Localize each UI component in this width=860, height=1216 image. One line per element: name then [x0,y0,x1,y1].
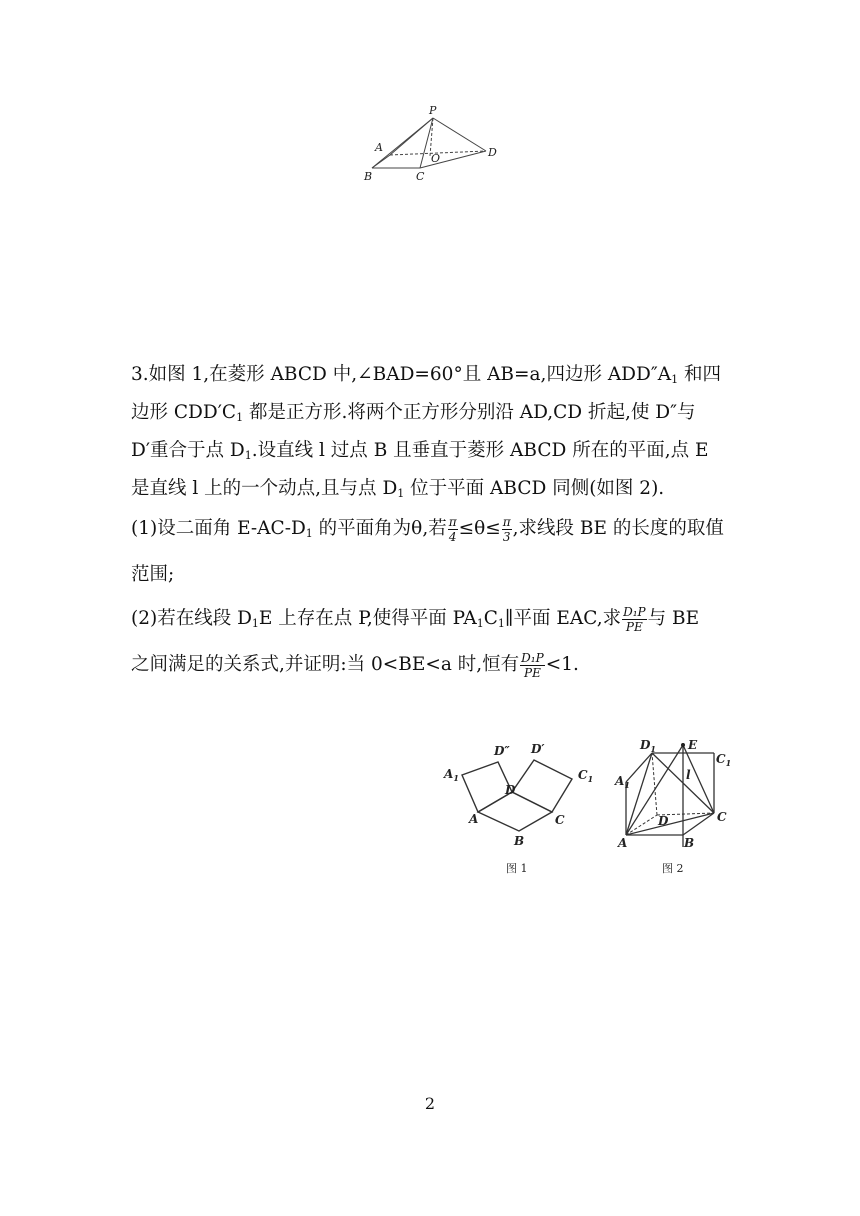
label-B: B [684,836,695,850]
label-A1 [614,774,630,790]
label-A1-main: A [615,774,625,788]
edge-AD-hidden [626,815,657,835]
label-D: D [658,814,669,828]
label-E: E [688,738,698,752]
label-C: C [416,170,425,183]
denominator: 4 [448,529,457,544]
subscript: 1 [236,411,244,424]
intro-line-3 [131,432,731,470]
text: (2)若在线段 D [131,608,252,629]
numerator: π [448,514,457,529]
subscript: 1 [497,617,505,630]
label-A: A [618,836,628,850]
figure-2-solid [612,735,738,880]
label-D-prime: D′ [531,742,545,756]
subscript: 1 [305,527,313,540]
label-B: B [364,170,373,183]
edge-DD1-hidden [652,753,657,815]
label-A1 [443,767,459,783]
text: 是直线 l 上的一个动点,且与点 D [131,478,398,499]
text: ∥平面 EAC,求 [504,608,622,629]
problem-part-2 [131,600,731,684]
point-E [681,743,685,747]
intro-line-2 [131,394,731,432]
figure-1-caption: 图 1 [506,862,528,875]
subscript: 1 [244,449,252,462]
text: 和四 [678,364,722,385]
page-number: 2 [424,1094,436,1113]
problem-3 [131,356,731,684]
numerator: D₁P [521,650,544,665]
text: 都是正方形.将两个正方形分别沿 AD,CD 折起,使 D″与 [243,402,696,423]
label-D1-main: D [640,738,651,752]
text: .设直线 l 过点 B 且垂直于菱形 ABCD 所在的平面,点 E [251,440,709,461]
label-C1-main: C [716,752,726,766]
label-C1-sub: 1 [587,774,594,784]
text: 边形 CDD′C [131,402,237,423]
label-D: D [488,146,497,159]
fraction-D1P-over-PE [622,605,647,634]
label-C: C [717,810,727,824]
edge-AB [372,155,390,168]
label-D: D [505,783,516,797]
pyramid-figure [360,100,510,188]
problem-part-1 [131,510,731,594]
label-A1-sub: 1 [624,780,630,790]
label-P: P [429,104,437,117]
figure-2-caption: 图 2 [662,862,684,875]
part1-line-2 [131,556,731,594]
text: 范围; [131,564,175,585]
text: ,求线段 BE 的长度的取值 [512,518,724,539]
square-CDD1C1 [512,760,572,812]
edge-PD [433,118,486,151]
text: <1. [545,654,579,675]
subscript: 1 [671,373,679,386]
numerator: D₁P [623,604,646,619]
part2-line-1 [131,600,731,638]
label-C1 [716,752,731,768]
label-B: B [514,834,525,848]
label-A1-sub: 1 [453,773,459,783]
text: D′重合于点 D [131,440,245,461]
text: 与 BE [647,608,700,629]
label-C1 [578,768,593,784]
subscript: 1 [397,487,405,500]
problem-intro [131,356,731,508]
label-D1-sub: 1 [650,744,656,754]
text: 的平面角为θ,若 [312,518,447,539]
text: ≤θ≤ [458,518,501,539]
fraction-D1P-over-PE-2 [520,651,545,680]
label-A: A [375,141,383,154]
label-C: C [555,813,565,827]
label-A1-main: A [444,767,454,781]
rhombus-ABCD [478,792,552,831]
part1-line-1 [131,510,731,548]
label-D1 [639,738,656,754]
label-C1-sub: 1 [725,758,732,768]
label-C1-main: C [578,768,588,782]
text: 位于平面 ABCD 同侧(如图 2). [404,478,665,499]
edge-AD1 [626,753,652,835]
text: 3.如图 1,在菱形 ABCD 中,∠BAD=60°且 AB=a,四边形 ADD″A [131,364,672,385]
part2-line-2 [131,646,731,684]
label-O: O [431,152,441,165]
denominator: PE [524,665,541,680]
fraction-pi-over-4 [448,515,458,544]
denominator: PE [625,619,643,634]
fraction-pi-over-3 [502,515,512,544]
edge-A1D1 [626,753,652,782]
text: 之间满足的关系式,并证明:当 0<BE<a 时,恒有 [131,654,520,675]
label-A: A [469,812,479,826]
figure-1-rhombus [440,735,600,880]
intro-line-4 [131,470,731,508]
text: C [483,608,498,629]
intro-line-1 [131,356,731,394]
denominator: 3 [502,529,511,544]
subscript: 1 [251,617,259,630]
numerator: π [502,514,511,529]
edge-AC [626,813,714,835]
text: E 上存在点 P,使得平面 PA [258,608,477,629]
text: (1)设二面角 E-AC-D [131,518,306,539]
subscript: 1 [476,617,484,630]
label-l: l [686,768,691,782]
label-D-double-prime: D″ [494,744,510,758]
